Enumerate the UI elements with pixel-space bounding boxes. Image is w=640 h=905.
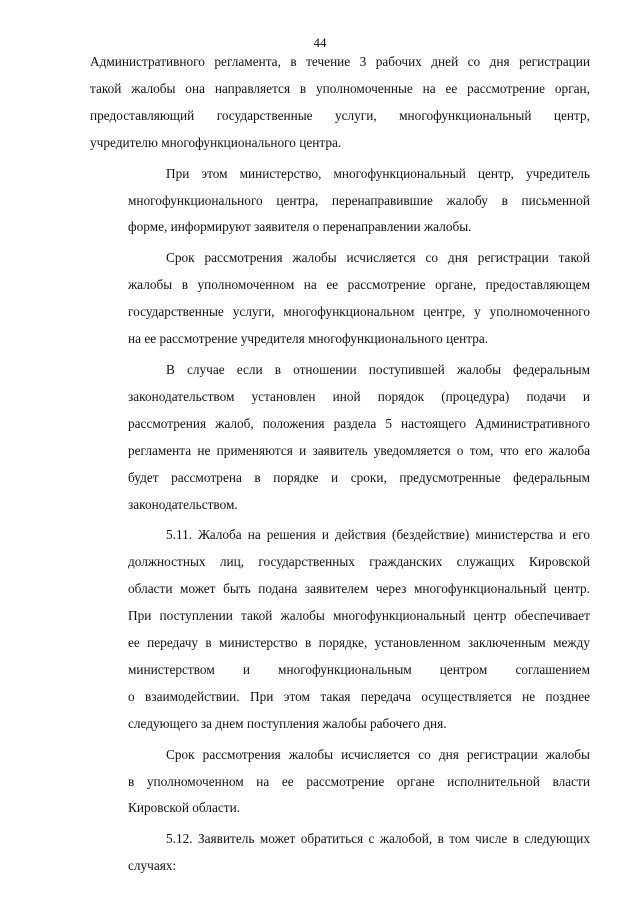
text-line: ее передачу в министерство в порядке, установленном заключенным между (128, 635, 590, 651)
text-line: в уполномоченном на ее рассмотрение органе исполнительной власти (128, 773, 590, 789)
paragraph (90, 826, 590, 880)
paragraph (90, 245, 590, 353)
text-line: о взаимодействии. При этом такая передача осуществляется не позднее (128, 688, 590, 704)
text-line: законодательством. (128, 496, 238, 512)
text-line: В случае если в отношении поступившей жалобы федеральным (166, 361, 590, 377)
text-line: законодательством установлен иной порядок (процедура) подачи и (128, 388, 590, 404)
text-line: регламента не применяются и заявитель уведомляется о том, что его жалоба (128, 442, 590, 458)
text-line: жалобы в уполномоченном на ее рассмотрение органе, предоставляющем (128, 277, 590, 293)
document-body (90, 49, 590, 880)
text-line: многофункционального центра, перенаправившие жалобу в письменной (128, 192, 590, 208)
text-line: случаях: (128, 858, 177, 874)
text-line: министерством и многофункциональным центром соглашением (128, 661, 590, 677)
paragraph (90, 161, 590, 242)
text-line: государственные услуги, многофункциональном центре, у уполномоченного (128, 304, 590, 320)
text-line: предоставляющий государственные услуги, многофункциональный центр, (90, 107, 590, 123)
text-line: 5.11. Жалоба на решения и действия (бездействие) министерства и его (166, 527, 590, 543)
text-line: на ее рассмотрение учредителя многофункционального центра. (128, 331, 489, 347)
text-line: рассмотрения жалоб, положения раздела 5 настоящего Административного (128, 415, 590, 431)
text-line: Срок рассмотрения жалобы исчисляется со дня регистрации жалобы (166, 746, 590, 762)
paragraph (90, 522, 590, 737)
text-line: форме, информируют заявителя о перенаправлении жалобы. (128, 219, 472, 235)
text-line: 5.12. Заявитель может обратиться с жалобой, в том числе в следующих (166, 831, 590, 847)
text-line: Срок рассмотрения жалобы исчисляется со дня регистрации такой (166, 250, 590, 266)
text-line: При поступлении такой жалобы многофункциональный центр обеспечивает (128, 608, 590, 624)
text-line: Административного регламента, в течение 3 рабочих дней со дня регистрации (90, 54, 590, 69)
paragraph (90, 742, 590, 823)
page-number: 44 (313, 35, 327, 50)
paragraph (90, 357, 590, 518)
text-line: должностных лиц, государственных гражданских служащих Кировской (128, 554, 590, 570)
text-line: следующего за днем поступления жалобы рабочего дня. (128, 715, 447, 731)
text-line: учредителю многофункционального центра. (90, 134, 342, 150)
text-line: области может быть подана заявителем через многофункциональный центр. (128, 581, 590, 597)
text-line: Кировской области. (128, 800, 241, 816)
text-line: При этом министерство, многофункциональный центр, учредитель (166, 165, 590, 181)
text-line: такой жалобы она направляется в уполномоченные на ее рассмотрение орган, (90, 80, 590, 96)
text-line: будет рассмотрена в порядке и сроки, предусмотренные федеральным (128, 469, 590, 485)
paragraph (90, 49, 590, 157)
